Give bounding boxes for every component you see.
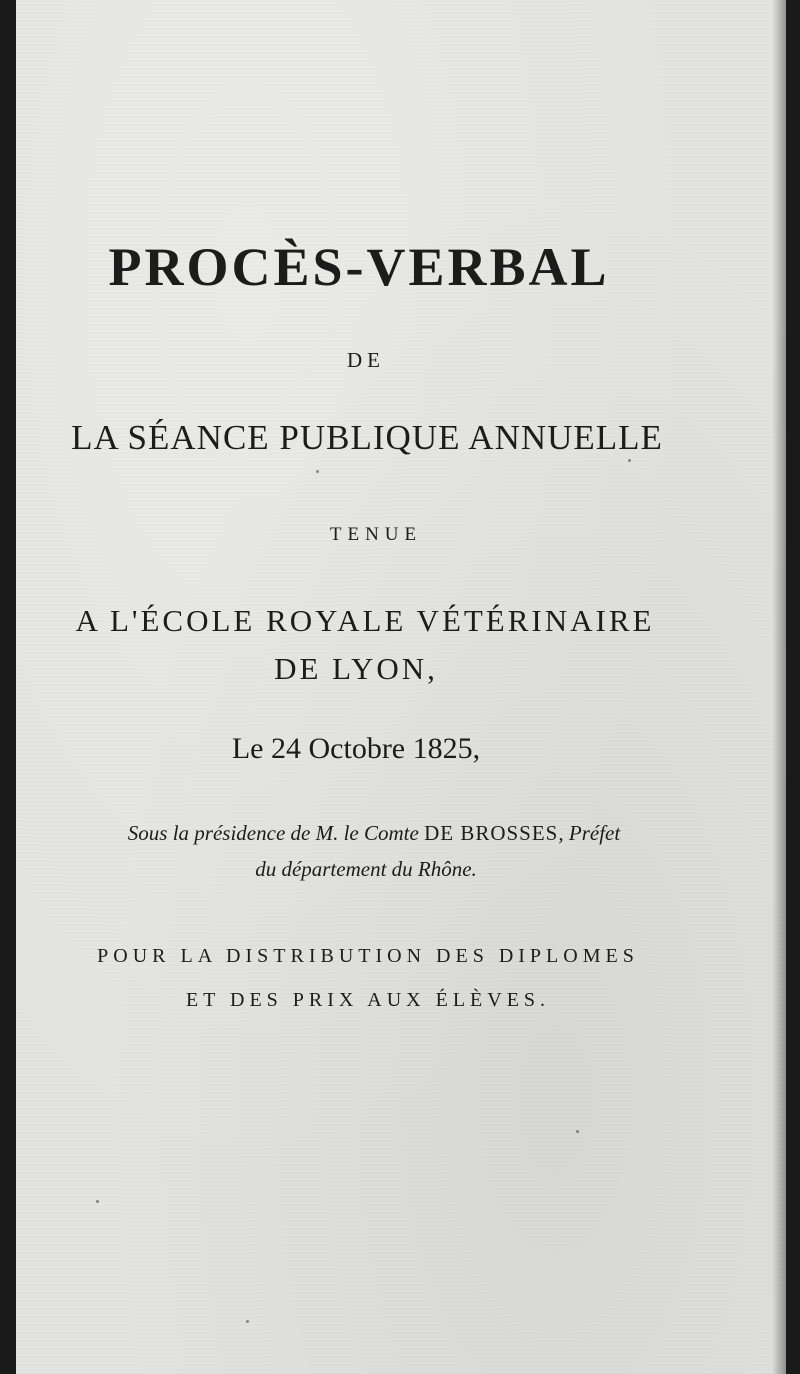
presidence-part-2: , Préfet (558, 821, 621, 845)
line-seance: LA SÉANCE PUBLIQUE ANNUELLE (71, 418, 663, 457)
presidence-line-2: du département du Rhône. (255, 857, 477, 881)
page-edge-shadow (772, 0, 786, 1374)
line-date: Le 24 Octobre 1825, (231, 732, 481, 765)
document-title: PROCÈS-VERBAL (108, 237, 610, 297)
bleed-through-text (56, 60, 706, 98)
distribution-line-2: ET DES PRIX AUX ÉLÈVES. (185, 989, 551, 1011)
presidence-line-1 (34, 821, 714, 846)
line-tenue: TENUE (329, 524, 423, 545)
line-lyon: DE LYON, (274, 651, 438, 686)
ink-speck (246, 1320, 249, 1323)
presidence-part-1: Sous la présidence de M. le Comte (127, 821, 419, 845)
ink-speck (628, 459, 631, 462)
distribution-line-1: POUR LA DISTRIBUTION DES DIPLOMES (97, 945, 639, 967)
line-de: DE (347, 348, 385, 372)
line-ecole: A L'ÉCOLE ROYALE VÉTÉRINAIRE (75, 603, 655, 638)
ink-speck (316, 470, 319, 473)
document-page (16, 0, 786, 1374)
ink-speck (96, 1200, 99, 1203)
presidence-name: DE BROSSES (424, 821, 559, 845)
ink-speck (576, 1130, 579, 1133)
